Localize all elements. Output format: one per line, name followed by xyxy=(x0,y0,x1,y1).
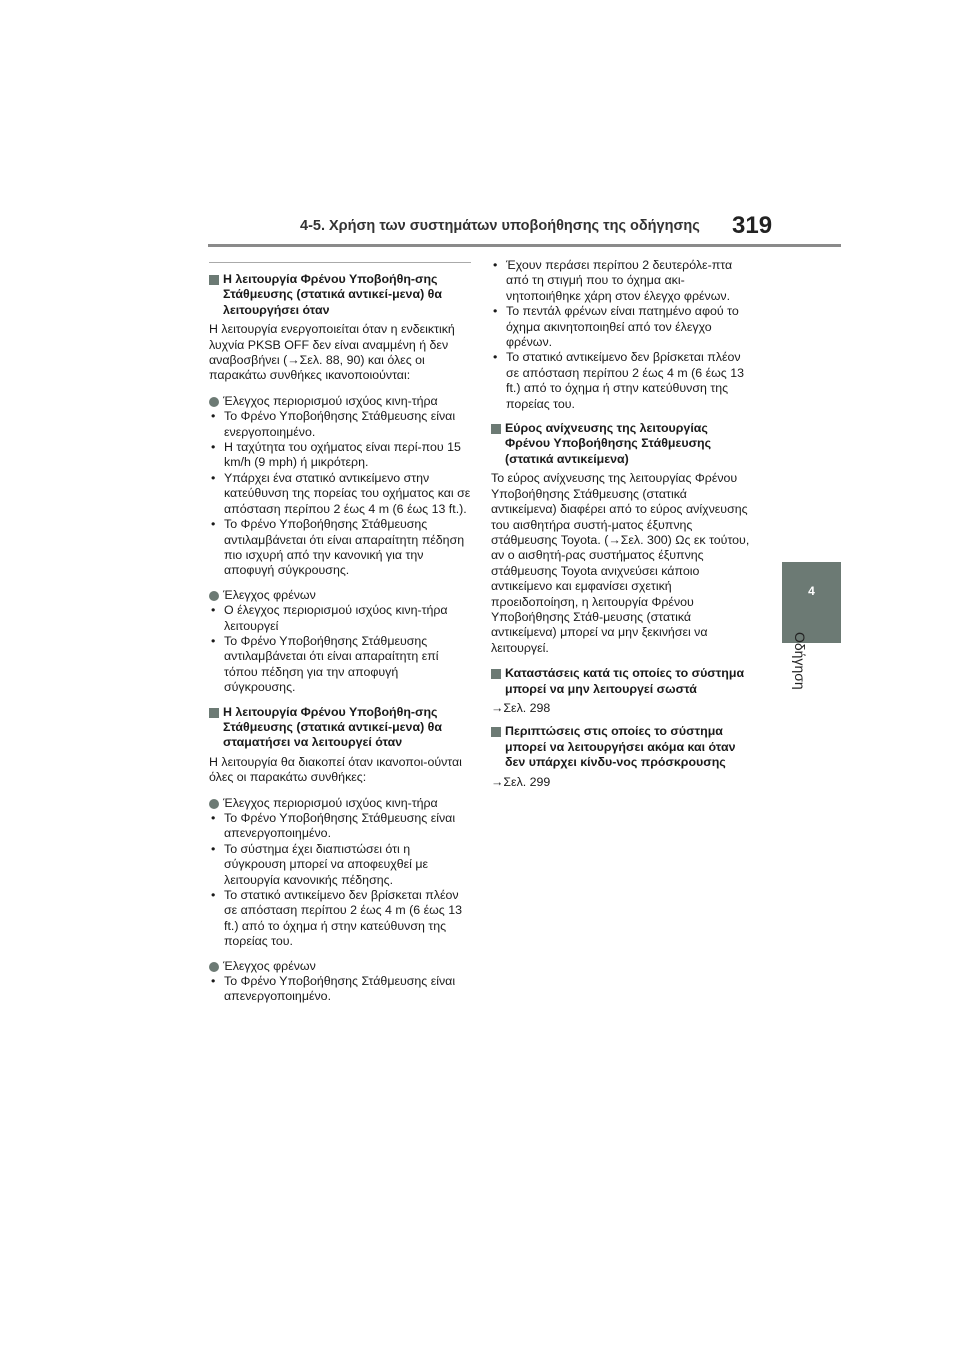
list-item xyxy=(209,888,471,950)
list-item xyxy=(209,603,471,634)
right-column xyxy=(491,258,753,798)
list-item-text: Το Φρένο Υποβοήθησης Στάθμευσης είναι απενεργοποιημένο. xyxy=(224,974,456,1004)
condition-group xyxy=(209,394,471,579)
subheading-text: Έλεγχος φρένων xyxy=(223,587,316,602)
list-item-text: Το στατικό αντικείμενο δεν βρίσκεται πλέον σε απόσταση περίπου 2 έως 4 m (6 έως 13 ft.) από το όχημα ή στην κατεύθυνση της πορείας του. xyxy=(224,888,462,949)
chapter-label: Οδήγηση xyxy=(792,632,808,690)
bullet-dot-icon: • xyxy=(211,888,216,903)
list-item xyxy=(209,440,471,471)
bullet-dot-icon: • xyxy=(211,409,216,424)
condition-group xyxy=(209,588,471,696)
subheading-text: Έλεγχος περιορισμού ισχύος κινη-τήρα xyxy=(223,393,438,408)
condition-group xyxy=(491,258,753,412)
page-reference: →Σελ. 298 xyxy=(491,700,551,715)
page-reference: →Σελ. 299 xyxy=(491,774,551,789)
list-item xyxy=(209,974,471,1005)
list-item xyxy=(491,350,753,412)
section-heading xyxy=(491,421,753,467)
section-title: 4-5. Χρήση των συστημάτων υποβοήθησης της οδήγησης xyxy=(300,218,700,234)
section-heading xyxy=(491,724,753,770)
paragraph: Η λειτουργία θα διακοπεί όταν ικανοποι-ούνται όλες οι παρακάτω συνθήκες: xyxy=(209,754,462,785)
bullet-dot-icon: • xyxy=(211,440,216,455)
paragraph: Η λειτουργία ενεργοποιείται όταν η ενδεικτική λυχνία PKSB OFF δεν είναι αναμμένη ή δεν αναβοσβήνει (→Σελ. 88, 90) και όλες οι παρακάτω συνθήκες ικανοποιούνται: xyxy=(209,322,455,383)
bullet-dot-icon: • xyxy=(493,350,498,365)
list-item-text: Το Φρένο Υποβοήθησης Στάθμευσης αντιλαμβάνεται ότι είναι απαραίτητη πέδηση πιο ισχυρή από την κανονική για την αποφυγή σύγκρουσης. xyxy=(224,517,465,578)
heading-text: Η λειτουργία Φρένου Υποβοήθη-σης Στάθμευσης (στατικά αντικεί-μενα) θα λειτουργήσει όταν xyxy=(223,272,442,317)
bullet-dot-icon: • xyxy=(493,304,498,319)
section-heading xyxy=(209,705,471,751)
list-item-text: Το Φρένο Υποβοήθησης Στάθμευσης είναι απενεργοποιημένο. xyxy=(224,811,456,841)
subheading xyxy=(209,796,471,811)
square-bullet-icon xyxy=(209,275,219,285)
condition-group xyxy=(209,959,471,1005)
bullet-dot-icon: • xyxy=(211,517,216,532)
subheading xyxy=(209,959,471,974)
heading-text: Εύρος ανίχνευσης της λειτουργίας Φρένου Υποβοήθησης Στάθμευσης (στατικά αντικείμενα) xyxy=(505,421,712,466)
list-item xyxy=(209,634,471,696)
list-item-text: Έχουν περάσει περίπου 2 δευτερόλε-πτα από τη στιγμή που το όχημα ακι-νητοποιήθηκε χάρη στον έλεγχο φρένων. xyxy=(506,258,733,303)
section-heading xyxy=(491,666,753,697)
list-item-text: Η ταχύτητα του οχήματος είναι περί-που 15 km/h (9 mph) ή μικρότερη. xyxy=(224,440,461,470)
circle-bullet-icon xyxy=(209,591,219,601)
circle-bullet-icon xyxy=(209,799,219,809)
subheading-text: Έλεγχος φρένων xyxy=(223,958,316,973)
list-item-text: Το σύστημα έχει διαπιστώσει ότι η σύγκρουση μπορεί να αποφευχθεί με λειτουργία κανονικής πέδησης. xyxy=(224,841,429,887)
paragraph: Το εύρος ανίχνευσης της λειτουργίας Φρένου Υποβοήθησης Στάθμευσης (στατικά αντικείμενα) διαφέρει από το εύρος ανίχνευσης του αισθητήρα συστή-ματος έξυπνης στάθμευσης Toyota. (→Σελ. 300) Ως εκ τούτου, αν ο αισθητή-ρας συστήματος έξυπνης στάθμευσης Toyota ανιχνεύσει κάποιο αντικείμενο και εμφανίσει σχετική προειδοποίηση, η λειτουργία Φρένου Υποβοήθησης Στάθ-μευσης (στατικά αντικείμενα) μπορεί να μην ξεκινήσει να λειτουργεί. xyxy=(491,471,750,655)
subheading xyxy=(209,394,471,409)
list-item xyxy=(491,304,753,350)
square-bullet-icon xyxy=(491,669,501,679)
bullet-dot-icon: • xyxy=(211,470,216,485)
bullet-dot-icon: • xyxy=(211,603,216,618)
list-item xyxy=(209,517,471,579)
condition-group xyxy=(209,796,471,950)
heading-text: Καταστάσεις κατά τις οποίες το σύστημα μπορεί να μην λειτουργεί σωστά xyxy=(505,666,745,696)
list-item-text: Ο έλεγχος περιορισμού ισχύος κινη-τήρα λειτουργεί xyxy=(224,603,448,633)
list-item xyxy=(209,471,471,517)
list-item xyxy=(209,811,471,842)
chapter-number: 4 xyxy=(808,584,815,598)
list-item-text: Το στατικό αντικείμενο δεν βρίσκεται πλέον σε απόσταση περίπου 2 έως 4 m (6 έως 13 ft.) από το όχημα ή στην κατεύθυνση της πορείας του. xyxy=(506,350,744,411)
bullet-dot-icon: • xyxy=(211,811,216,825)
left-column xyxy=(209,262,471,1014)
square-bullet-icon xyxy=(209,708,219,718)
section-heading xyxy=(209,272,471,318)
list-item xyxy=(209,409,471,440)
heading-text: Η λειτουργία Φρένου Υποβοήθη-σης Στάθμευσης (στατικά αντικεί-μενα) θα σταματήσει να λειτουργεί όταν xyxy=(223,704,442,750)
bullet-dot-icon: • xyxy=(211,633,216,648)
circle-bullet-icon xyxy=(209,397,219,407)
bullet-dot-icon: • xyxy=(211,841,216,856)
list-item xyxy=(209,842,471,888)
heading-text: Περιπτώσεις στις οποίες το σύστημα μπορεί να λειτουργήσει ακόμα και όταν δεν υπάρχει κίνδυ-νος πρόσκρουσης xyxy=(505,724,736,770)
list-item-text: Το πεντάλ φρένων είναι πατημένο αφού το όχημα ακινητοποιηθεί από τον έλεγχο φρένων. xyxy=(506,304,739,350)
square-bullet-icon xyxy=(491,727,501,737)
subheading xyxy=(209,588,471,603)
subheading-text: Έλεγχος περιορισμού ισχύος κινη-τήρα xyxy=(223,795,438,810)
list-item-text: Το Φρένο Υποβοήθησης Στάθμευσης αντιλαμβάνεται ότι είναι απαραίτητη επί τόπου πέδηση για την αποφυγή σύγκρουσης. xyxy=(224,633,439,695)
column-divider xyxy=(209,262,471,263)
circle-bullet-icon xyxy=(209,962,219,972)
header-divider xyxy=(208,244,841,247)
page-number: 319 xyxy=(732,212,773,239)
list-item-text: Το Φρένο Υποβοήθησης Στάθμευσης είναι ενεργοποιημένο. xyxy=(224,409,456,439)
chapter-tab xyxy=(782,562,841,643)
bullet-dot-icon: • xyxy=(211,974,216,989)
list-item xyxy=(491,258,753,304)
bullet-dot-icon: • xyxy=(493,258,498,272)
list-item-text: Υπάρχει ένα στατικό αντικείμενο στην κατεύθυνση της πορείας του οχήματος και σε απόσταση περίπου 2 έως 4 m (6 έως 13 ft.). xyxy=(224,470,471,516)
square-bullet-icon xyxy=(491,424,501,434)
